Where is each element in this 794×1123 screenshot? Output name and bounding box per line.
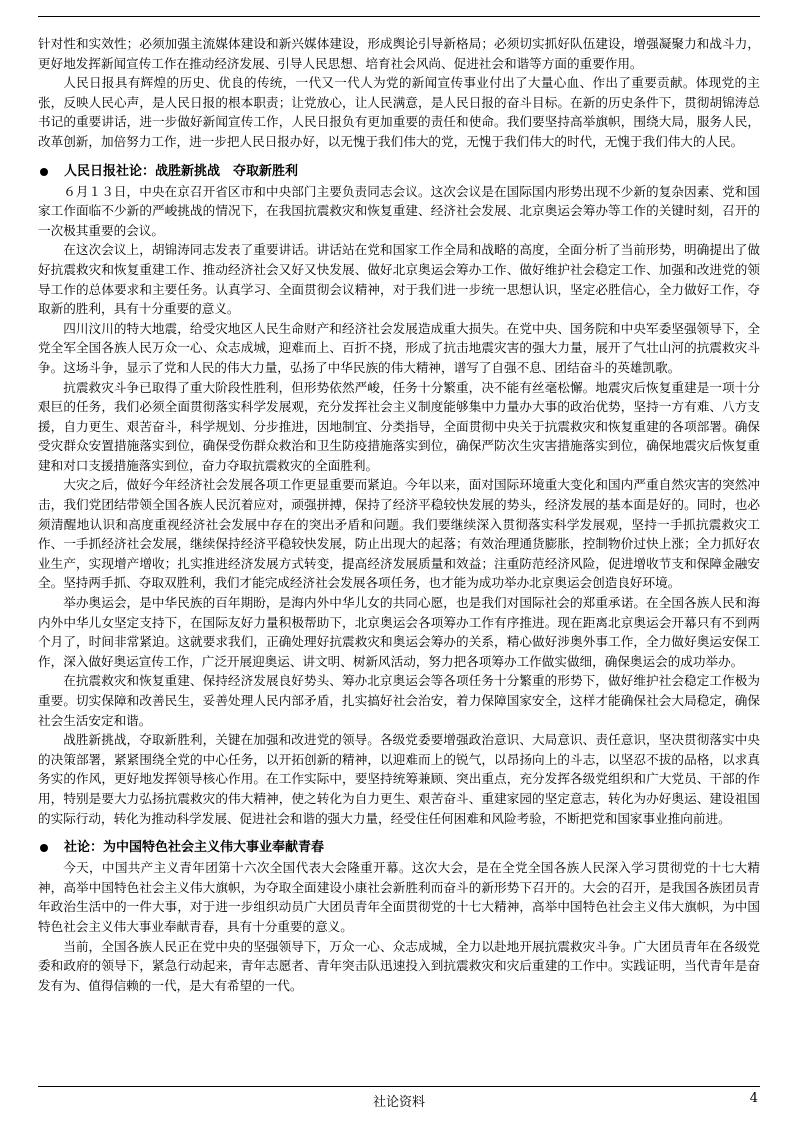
bullet-icon xyxy=(40,168,48,176)
header-rule xyxy=(38,16,760,17)
section-title: 社论：为中国特色社会主义伟大事业奉献青春 xyxy=(64,840,325,856)
section-body xyxy=(38,182,760,829)
intro-block xyxy=(38,34,760,152)
page-footer xyxy=(38,1086,760,1117)
footer-title: 社论资料 xyxy=(372,1095,425,1110)
paragraph: ６月１３日，中央在京召开省区市和中央部门主要负责同志会议。这次会议是在国际国内形势出现不少新的复杂因素、党和国家工作面临不少新的严峻挑战的情况下，在我国抗震救灾和恢复重建、经济社会发展、北京奥运会筹办等工作的关键时刻，召开的一次极其重要的会议。 xyxy=(38,183,760,238)
paragraph: 抗震救灾斗争已取得了重大阶段性胜利，但形势依然严峻，任务十分繁重，决不能有丝毫松懈。地震灾后恢复重建是一项十分艰巨的任务，我们必须全面贯彻落实科学发展观，充分发挥社会主义制度能够集中力量办大事的政治优势，坚持一方有难、八方支援，自力更生、艰苦奋斗，科学规划、分步推进，因地制宜、分类指导，全面贯彻中央关于抗震救灾和恢复重建的各项部署。确保受灾群众安置措施落实到位，确保受伤群众救治和卫生防疫措施落实到位，确保严防次生灾害措施落实到位，确保地震灾后恢复重建和对口支援措施落实到位，奋力夺取抗震救灾的全面胜利。 xyxy=(38,379,760,473)
paragraph: 当前，全国各族人民正在党中央的坚强领导下，万众一心、众志成城，全力以赴地开展抗震救灾斗争。广大团员青年在各级党委和政府的领导下，紧急行动起来，青年志愿者、青年突击队迅速投入到抗震救灾和灾后重建的工作中。实践证明，当代青年是奋发有为、值得信赖的一代，是大有希望的一代。 xyxy=(38,938,760,993)
paragraph: 人民日报具有辉煌的历史、优良的传统，一代又一代人为党的新闻宣传事业付出了大量心血、作出了重要贡献。体现党的主张，反映人民心声，是人民日报的根本职责；让党放心，让人民满意，是人民日报的奋斗目标。在新的历史条件下，贯彻胡锦涛总书记的重要讲话，进一步做好新闻宣传工作，人民日报负有更加重要的责任和使命。我们要坚持高举旗帜，围绕大局，服务人民，改革创新，加倍努力工作，进一步把人民日报办好，以无愧于我们伟大的党，无愧于我们伟大的时代，无愧于我们伟大的人民。 xyxy=(38,75,760,149)
document-body xyxy=(38,34,760,995)
bullet-icon xyxy=(40,844,48,852)
paragraph: 在这次会议上，胡锦涛同志发表了重要讲话。讲话站在党和国家工作全局和战略的高度，全面分析了当前形势，明确提出了做好抗震救灾和恢复重建工作、推动经济社会又好又快发展、做好北京奥运会筹办工作、做好维护社会稳定工作、加强和改进党的领导工作的总体要求和主要任务。认真学习、全面贯彻会议精神，对于我们进一步统一思想认识，坚定必胜信心，全力做好工作，夺取新的胜利，具有十分重要的意义。 xyxy=(38,242,760,317)
section-heading xyxy=(38,162,760,182)
paragraph: 举办奥运会，是中华民族的百年期盼，是海内外中华儿女的共同心愿，也是我们对国际社会的郑重承诺。在全国各族人民和海内外中华儿女坚定支持下，在国际友好力量积极帮助下，北京奥运会各项筹办工作有序推进。现在距离北京奥运会开幕只有不到两个月了，时间非常紧迫。这就要求我们，正确处理好抗震救灾和奥运会筹办的关系，精心做好涉奥外事工作，全力做好奥运安保工作，深入做好奥运宣传工作，广泛开展迎奥运、讲文明、树新风活动，努力把各项筹办工作做实做细，确保奥运会的成功举办。 xyxy=(38,595,760,669)
paragraph: 针对性和实效性；必须加强主流媒体建设和新兴媒体建设，形成舆论引导新格局；必须切实抓好队伍建设，增强凝聚力和战斗力，更好地发挥新闻宣传工作在推动经济发展、引导人民思想、培育社会风尚、促进社会和谐等方面的重要作用。 xyxy=(38,36,760,71)
paragraph: 大灾之后，做好今年经济社会发展各项工作更显重要而紧迫。今年以来，面对国际环境重大变化和国内严重自然灾害的突然冲击，我们党团结带领全国各族人民沉着应对，顽强拼搏，保持了经济平稳较快发展的势头，经济发展的基本面是好的。同时，也必须清醒地认识和高度重视经济社会发展中存在的突出矛盾和问题。我们要继续深入贯彻落实科学发展观，坚持一手抓抗震救灾工作、一手抓经济社会发展，继续保持经济平稳较快发展，防止出现大的起落；有效治理通货膨胀，控制物价过快上涨；全力抓好农业生产，实现增产增收；扎实推进经济发展方式转变，提高经济发展质量和效益；注重防范经济风险，促进增收节支和保障金融安全。坚持两手抓、夺取双胜利，我们才能完成经济社会发展各项任务，也才能为成功举办北京奥运会创造良好环境。 xyxy=(38,477,760,591)
paragraph: 战胜新挑战，夺取新胜利，关键在加强和改进党的领导。各级党委要增强政治意识、大局意识、责任意识，坚决贯彻落实中央的决策部署，紧紧围绕全党的中心任务，以开拓创新的精神，以迎难而上的锐气，以昂扬向上的斗志，以坚忍不拔的品格，以求真务实的作风，更好地发挥领导核心作用。在工作实际中，要坚持统筹兼顾、突出重点，充分发挥各级党组织和广大党员、干部的作用，特别是要大力弘扬抗震救灾的伟大精神，使之转化为自力更生、艰苦奋斗、重建家园的坚定意志，转化为办好奥运、建设祖国的实际行动，转化为推动科学发展、促进社会和谐的强大力量，经受住任何困难和风险考验，不断把党和国家事业推向前进。 xyxy=(38,732,760,826)
paragraph: 今天，中国共产主义青年团第十六次全国代表大会隆重开幕。这次大会，是在全党全国各族人民深入学习贯彻党的十七大精神，高举中国特色社会主义伟大旗帜，为夺取全面建设小康社会新胜利而奋斗的新形势下召开的。大会的召开，是我国各族团员青年政治生活中的一件大事，对于进一步组织动员广大团员青年全面贯彻党的十七大精神，高举中国特色社会主义伟大旗帜，为中国特色社会主义伟大事业奉献青春，具有十分重要的意义。 xyxy=(38,860,760,934)
paragraph: 四川汶川的特大地震，给受灾地区人民生命财产和经济社会发展造成重大损失。在党中央、国务院和中央军委坚强领导下，全党全军全国各族人民万众一心、众志成城，迎难而上、百折不挠，形成了抗击地震灾害的强大力量，展开了气壮山河的抗震救灾斗争。这场斗争，显示了党和人民的伟大力量，弘扬了中华民族的伟大精神，谱写了自强不息、团结奋斗的英雄凯歌。 xyxy=(38,320,760,375)
section-body xyxy=(38,858,760,995)
section-heading xyxy=(38,838,760,858)
paragraph: 在抗震救灾和恢复重建、保持经济发展良好势头、筹办北京奥运会等各项任务十分繁重的形势下，做好维护社会稳定工作极为重要。切实保障和改善民生，妥善处理人民内部矛盾，扎实搞好社会治安，着力保障国家安全，这样才能确保社会大局稳定，确保社会生活安定和谐。 xyxy=(38,673,760,728)
page-number: 4 xyxy=(749,1091,758,1106)
section-title: 人民日报社论：战胜新挑战 夺取新胜利 xyxy=(64,163,299,179)
